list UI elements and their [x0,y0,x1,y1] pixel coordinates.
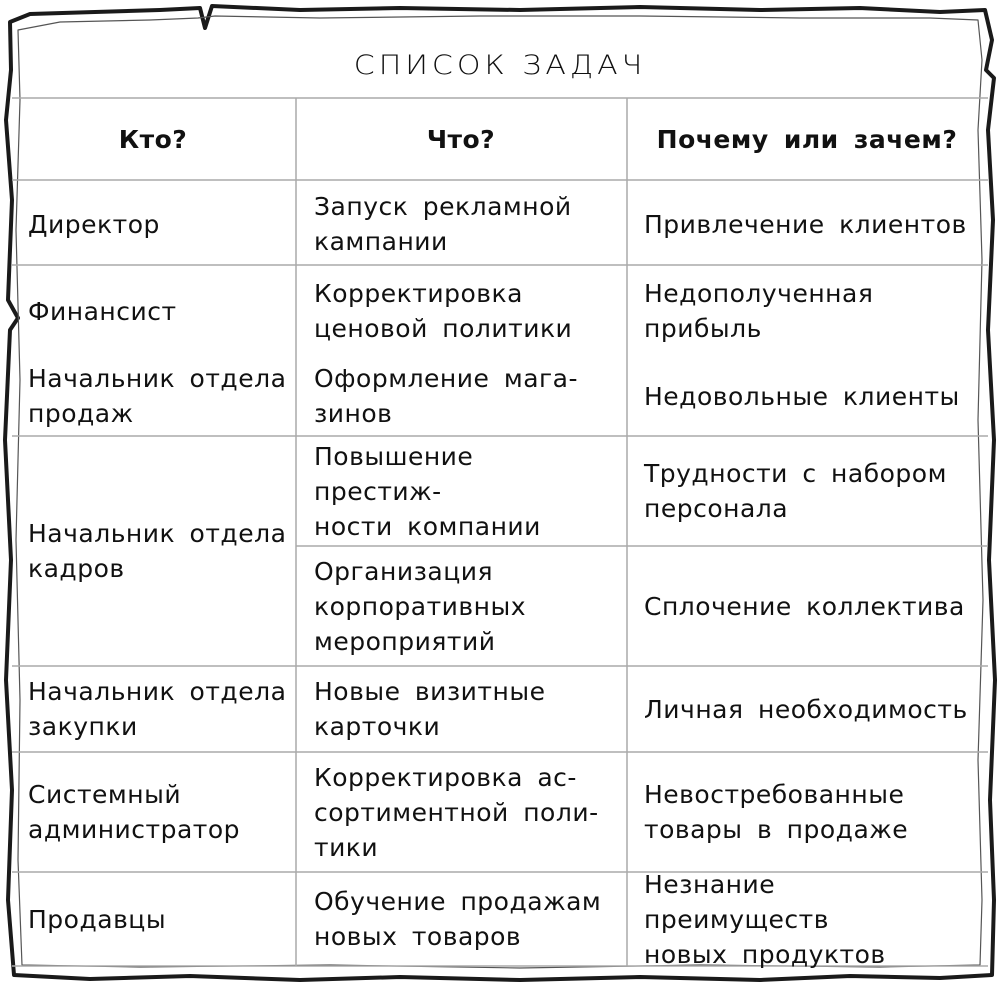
cell-who: Начальник отдела кадров [28,519,287,583]
cell-why: Привлечение клиентов [644,209,967,239]
cell-what: Запуск рекламной кампании [314,192,572,256]
cell-why: Сплочение коллектива [644,591,965,621]
header-why: Почему или зачем? [656,124,958,154]
header-who: Кто? [118,124,188,154]
cell-why: Невостребованные товары в продаже [644,780,909,844]
cell-what: Повышение престиж- ности компании [314,441,541,541]
cell-who: Системный администратор [28,780,241,844]
cell-what: Корректировка ценовой политики [314,279,573,343]
cell-why: Недовольные клиенты [644,381,960,411]
cell-why: Трудности с набором персонала [644,459,947,523]
cell-who: Директор [28,209,160,239]
cell-what: Оформление мага- зинов [314,364,579,428]
cell-what: Новые визитные карточки [314,677,546,741]
cell-why: Незнание преимуществ новых продуктов [644,869,886,969]
cell-why: Личная необходимость [644,694,968,724]
cell-what: Организация корпоративных мероприятий [314,556,527,656]
page-title: СПИСОК ЗАДАЧ [353,50,647,81]
header-what: Что? [426,124,496,154]
cell-who: Продавцы [28,904,167,934]
cell-who: Начальник отдела закупки [28,677,287,741]
cell-who: Начальник отдела продаж [28,364,287,428]
cell-who: Финансист [28,296,177,326]
cell-what: Обучение продажам новых товаров [314,887,602,951]
cell-what: Корректировка ас- сортиментной поли- тики [314,762,599,862]
cell-why: Недополученная прибыль [644,279,874,343]
